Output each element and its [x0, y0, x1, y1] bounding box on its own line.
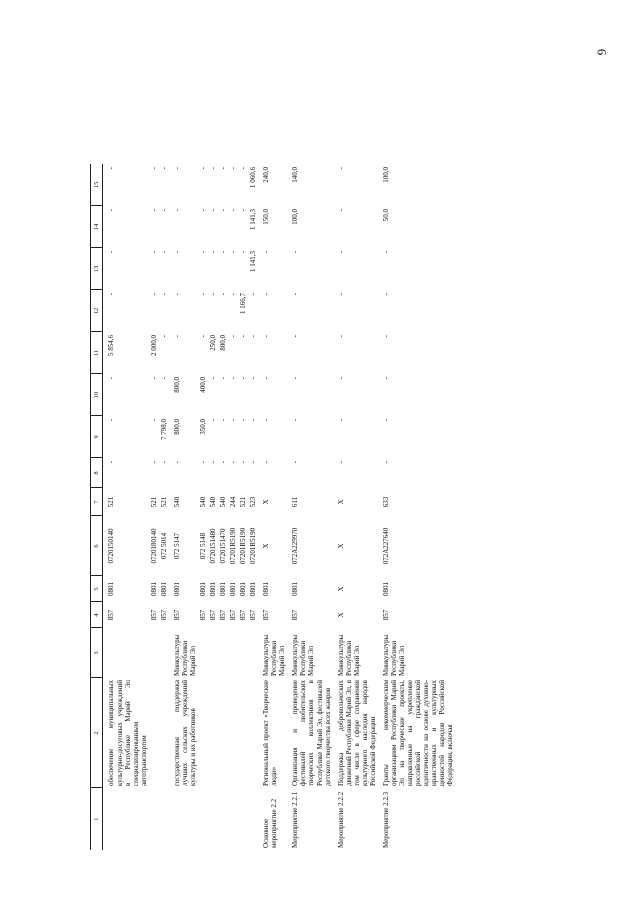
- table-cell: -: [219, 377, 228, 380]
- table-cell: Минкультуры Республики Марий Эл: [172, 634, 197, 676]
- table-cell: 07201R5190: [249, 527, 258, 565]
- table-cell: 0720151470: [219, 528, 228, 564]
- table-row: [159, 164, 169, 850]
- table-cell: [238, 788, 248, 850]
- table-cell: -: [381, 419, 390, 422]
- table-cell: [103, 628, 149, 678]
- table-cell: [218, 788, 228, 850]
- table-cell: 072 5147: [172, 532, 181, 560]
- table-cell: 072 5014: [159, 532, 168, 560]
- table-cell: Поддержка добровольческих движений Республики Марий Эл, в том числе в сфере сохранения культурного наследия народов Российской Федерации: [336, 680, 377, 786]
- table-cell: -: [159, 461, 168, 464]
- column-header: 11: [91, 332, 103, 374]
- table-cell: -: [249, 335, 258, 338]
- table-cell: [208, 678, 218, 788]
- table-cell: -: [172, 209, 181, 212]
- table-cell: [149, 628, 159, 678]
- table-cell: 0801: [229, 582, 238, 596]
- table-cell: -: [336, 419, 345, 422]
- table-cell: -: [149, 251, 158, 254]
- column-header: 15: [91, 164, 103, 206]
- table-cell: 857: [249, 609, 258, 621]
- table-cell: -: [208, 461, 217, 464]
- table-cell: Минкультуры Республики Марий Эл: [381, 634, 406, 676]
- table-cell: 857: [208, 609, 217, 621]
- table-row: [103, 164, 149, 850]
- table-cell: -: [229, 251, 238, 254]
- table-cell: 072A227640: [381, 527, 390, 565]
- table-cell: 857: [159, 609, 168, 621]
- table-cell: -: [291, 377, 300, 380]
- table-cell: 857: [291, 609, 300, 621]
- table-cell: 857: [107, 609, 116, 621]
- table-cell: -: [239, 335, 248, 338]
- table-row: [378, 164, 455, 850]
- table-cell: обеспечение муниципальных культурно-досуговых учреждений в Республике Марий Эл специализированным автотранспортом: [107, 680, 148, 786]
- table-cell: 521: [149, 496, 158, 508]
- table-cell: -: [208, 167, 217, 170]
- table-cell: -: [107, 209, 116, 212]
- table-cell: -: [229, 167, 238, 170]
- table-cell: -: [172, 167, 181, 170]
- table-cell: -: [149, 377, 158, 380]
- table-row: [208, 164, 218, 850]
- table-cell: -: [159, 293, 168, 296]
- table-cell: -: [239, 461, 248, 464]
- table-cell: -: [159, 377, 168, 380]
- table-cell: -: [149, 167, 158, 170]
- table-cell: 140,0: [291, 167, 300, 183]
- table-cell: -: [239, 377, 248, 380]
- table-cell: 0801: [198, 582, 207, 596]
- table-cell: -: [262, 377, 271, 380]
- table-cell: Минкультуры Республики Марий Эл: [336, 634, 361, 676]
- table-cell: 633: [381, 496, 390, 508]
- table-cell: -: [172, 335, 181, 338]
- table-cell: 1 141,3: [249, 251, 258, 272]
- table-cell: 540: [198, 496, 207, 508]
- table-cell: Региональный проект «Творческие люди»: [262, 680, 279, 786]
- table-cell: -: [336, 335, 345, 338]
- table-cell: [228, 628, 238, 678]
- table-row: [149, 164, 159, 850]
- table-cell: -: [239, 419, 248, 422]
- table-cell: -: [107, 461, 116, 464]
- table-cell: -: [381, 293, 390, 296]
- table-cell: 240,0: [262, 167, 271, 183]
- table-cell: [238, 678, 248, 788]
- table-cell: -: [291, 293, 300, 296]
- table-cell: 857: [198, 609, 207, 621]
- table-cell: 072 5148: [198, 532, 207, 560]
- table-cell: -: [208, 293, 217, 296]
- table-cell: 857: [262, 609, 271, 621]
- table-cell: -: [172, 461, 181, 464]
- table-cell: X: [336, 586, 345, 592]
- table-cell: 244: [229, 496, 238, 508]
- table-cell: -: [159, 209, 168, 212]
- table-cell: 0801: [149, 582, 158, 596]
- table-cell: 0720150140: [107, 528, 116, 564]
- table-cell: 857: [219, 609, 228, 621]
- table-cell: -: [107, 419, 116, 422]
- table-cell: 0720151480: [208, 528, 217, 564]
- table-cell: -: [262, 251, 271, 254]
- table-cell: 07201R5190: [229, 527, 238, 565]
- table-cell: 100,0: [291, 209, 300, 225]
- table-cell: 0801: [172, 582, 181, 596]
- table-cell: 07201R5190: [239, 527, 248, 565]
- table-cell: -: [149, 461, 158, 464]
- table-cell: 800,0: [172, 419, 181, 435]
- table-cell: -: [262, 461, 271, 464]
- table-cell: 350,0: [198, 419, 207, 435]
- table-cell: -: [219, 209, 228, 212]
- table-cell: [248, 678, 258, 788]
- table-cell: -: [172, 251, 181, 254]
- column-header: 6: [91, 516, 103, 576]
- table-cell: 857: [172, 609, 181, 621]
- column-header: 3: [91, 628, 103, 678]
- table-cell: 523: [249, 496, 258, 508]
- table-cell: -: [219, 167, 228, 170]
- table-row: [169, 164, 198, 850]
- table-row: [218, 164, 228, 850]
- table-cell: Гранты некоммерческим организациям Республики Марий Эл на творческие проекты, направленные на укрепление российской гражданской идентичности на основе духовно-нравственных и культурных ценностей народов Российской Федерации, включая: [381, 680, 455, 786]
- table-cell: [149, 678, 159, 788]
- table-cell: [198, 678, 208, 788]
- table-cell: -: [198, 293, 207, 296]
- table-cell: [159, 788, 169, 850]
- table-cell: -: [249, 419, 258, 422]
- table-row: [287, 164, 332, 850]
- table-cell: -: [208, 209, 217, 212]
- table-cell: -: [219, 419, 228, 422]
- table-cell: -: [159, 335, 168, 338]
- table-cell: 540: [208, 496, 217, 508]
- table-cell: -: [107, 167, 116, 170]
- table-cell: 1 166,7: [239, 293, 248, 314]
- table-cell: -: [291, 419, 300, 422]
- table-cell: -: [336, 377, 345, 380]
- table-cell: 0801: [107, 582, 116, 596]
- table-cell: 0801: [262, 582, 271, 596]
- table-cell: -: [249, 461, 258, 464]
- column-header: 4: [91, 602, 103, 628]
- table-cell: [238, 628, 248, 678]
- table-cell: -: [336, 293, 345, 296]
- table-row: [238, 164, 248, 850]
- table-cell: 250,0: [208, 335, 217, 351]
- table-cell: 1 141,3: [249, 209, 258, 230]
- table-cell: -: [107, 377, 116, 380]
- column-header: 12: [91, 290, 103, 332]
- table-cell: [248, 628, 258, 678]
- table-cell: [208, 788, 218, 850]
- table-cell: -: [291, 335, 300, 338]
- table-cell: 800,0: [219, 335, 228, 351]
- table-cell: 0720180140: [149, 528, 158, 564]
- table-cell: -: [262, 335, 271, 338]
- table-cell: [198, 628, 208, 678]
- table-cell: [208, 628, 218, 678]
- table-cell: государственная поддержка лучших сельских учреждений культуры и их работников: [172, 680, 197, 786]
- table-cell: -: [239, 209, 248, 212]
- column-header: 5: [91, 576, 103, 602]
- table-cell: -: [381, 377, 390, 380]
- table-cell: -: [198, 251, 207, 254]
- table-cell: [198, 788, 208, 850]
- table-body: [103, 164, 455, 850]
- table-cell: -: [198, 167, 207, 170]
- header-row: [91, 164, 103, 850]
- table-cell: 0801: [159, 582, 168, 596]
- table-cell: 0801: [381, 582, 390, 596]
- table-cell: 857: [229, 609, 238, 621]
- table-cell: 150,0: [262, 209, 271, 225]
- table-cell: -: [219, 251, 228, 254]
- table-cell: -: [229, 335, 238, 338]
- table-cell: -: [208, 377, 217, 380]
- table-cell: -: [229, 209, 238, 212]
- table-cell: -: [262, 419, 271, 422]
- column-header: 7: [91, 488, 103, 516]
- column-header: 13: [91, 248, 103, 290]
- column-header: 1: [91, 788, 103, 850]
- table-cell: -: [262, 293, 271, 296]
- table-cell: X: [336, 499, 345, 505]
- table-cell: -: [229, 461, 238, 464]
- table-cell: -: [149, 293, 158, 296]
- table-cell: -: [249, 377, 258, 380]
- table-cell: 800,0: [172, 377, 181, 393]
- table-cell: 521: [159, 496, 168, 508]
- table-cell: 2 000,0: [149, 335, 158, 356]
- table-cell: [218, 628, 228, 678]
- table-cell: -: [219, 293, 228, 296]
- column-header: 9: [91, 416, 103, 458]
- table-row: [228, 164, 238, 850]
- table-cell: 540: [219, 496, 228, 508]
- column-header: 2: [91, 678, 103, 788]
- table-cell: -: [381, 461, 390, 464]
- table-cell: Минкультуры Республики Марий Эл: [262, 634, 287, 676]
- table-cell: -: [159, 167, 168, 170]
- table-cell: 0801: [219, 582, 228, 596]
- table-cell: 0801: [208, 582, 217, 596]
- table-cell: 5 854,6: [107, 335, 116, 356]
- table-cell: 611: [291, 496, 300, 508]
- table-cell: -: [336, 461, 345, 464]
- table-cell: -: [107, 251, 116, 254]
- table-cell: -: [208, 419, 217, 422]
- table-cell: 857: [239, 609, 248, 621]
- table-cell: [228, 678, 238, 788]
- table-cell: X: [336, 612, 345, 618]
- table-cell: [103, 788, 149, 850]
- table-cell: 400,0: [198, 377, 207, 393]
- table-cell: [218, 678, 228, 788]
- table-cell: -: [239, 251, 248, 254]
- table-cell: -: [107, 293, 116, 296]
- table-cell: [159, 678, 169, 788]
- table-cell: [169, 788, 198, 850]
- table-cell: 0801: [239, 582, 248, 596]
- table-cell: -: [198, 461, 207, 464]
- table-cell: [248, 788, 258, 850]
- table-cell: -: [229, 419, 238, 422]
- table-cell: 072A229970: [291, 527, 300, 565]
- table-cell: 857: [149, 609, 158, 621]
- table-cell: -: [291, 461, 300, 464]
- column-header: 14: [91, 206, 103, 248]
- table-cell: 521: [107, 496, 116, 508]
- table-cell: 50,0: [381, 209, 390, 222]
- table-cell: -: [381, 335, 390, 338]
- table-cell: 857: [381, 609, 390, 621]
- table-cell: -: [381, 251, 390, 254]
- table-row: [248, 164, 258, 850]
- table-cell: -: [198, 335, 207, 338]
- table-cell: -: [239, 167, 248, 170]
- table-cell: -: [249, 293, 258, 296]
- table-cell: 100,0: [381, 167, 390, 183]
- table-cell: -: [336, 209, 345, 212]
- table-cell: -: [149, 209, 158, 212]
- table-cell: [149, 788, 159, 850]
- table-cell: -: [149, 419, 158, 422]
- table-cell: -: [229, 293, 238, 296]
- table-cell: Мероприятие 2.2.1: [291, 791, 300, 848]
- table-cell: -: [336, 251, 345, 254]
- table-cell: Мероприятие 2.2.3: [381, 791, 390, 848]
- table-cell: Мероприятие 2.2.2: [336, 791, 345, 848]
- table-cell: 540: [172, 496, 181, 508]
- table-cell: -: [336, 167, 345, 170]
- table-cell: [159, 628, 169, 678]
- page-number: 6: [594, 48, 610, 56]
- budget-table: [90, 164, 455, 850]
- table-cell: X: [336, 543, 345, 549]
- table-cell: Минкультуры Республики Марий Эл: [291, 634, 316, 676]
- table-cell: -: [291, 251, 300, 254]
- column-header: 8: [91, 458, 103, 488]
- table-cell: 521: [239, 496, 248, 508]
- table-cell: -: [159, 251, 168, 254]
- column-header: 10: [91, 374, 103, 416]
- table-row: [258, 164, 287, 850]
- table-cell: -: [229, 377, 238, 380]
- table-row: [333, 164, 378, 850]
- table-cell: 0801: [291, 582, 300, 596]
- table-row: [198, 164, 208, 850]
- table-cell: -: [219, 461, 228, 464]
- table-cell: [228, 788, 238, 850]
- table-cell: -: [198, 209, 207, 212]
- table-cell: X: [262, 499, 271, 505]
- table-cell: 1 060,6: [249, 167, 258, 188]
- table-cell: 0801: [249, 582, 258, 596]
- table-cell: -: [172, 293, 181, 296]
- table-cell: 7 798,0: [159, 419, 168, 440]
- table-cell: -: [208, 251, 217, 254]
- table-cell: Организация и проведение фестивалей любительских творческих коллективов в Республике Марий Эл, фестивалей детского творчества всех жанров: [291, 680, 332, 786]
- table-cell: X: [262, 543, 271, 549]
- table-cell: Основное мероприятие 2.2: [262, 798, 279, 848]
